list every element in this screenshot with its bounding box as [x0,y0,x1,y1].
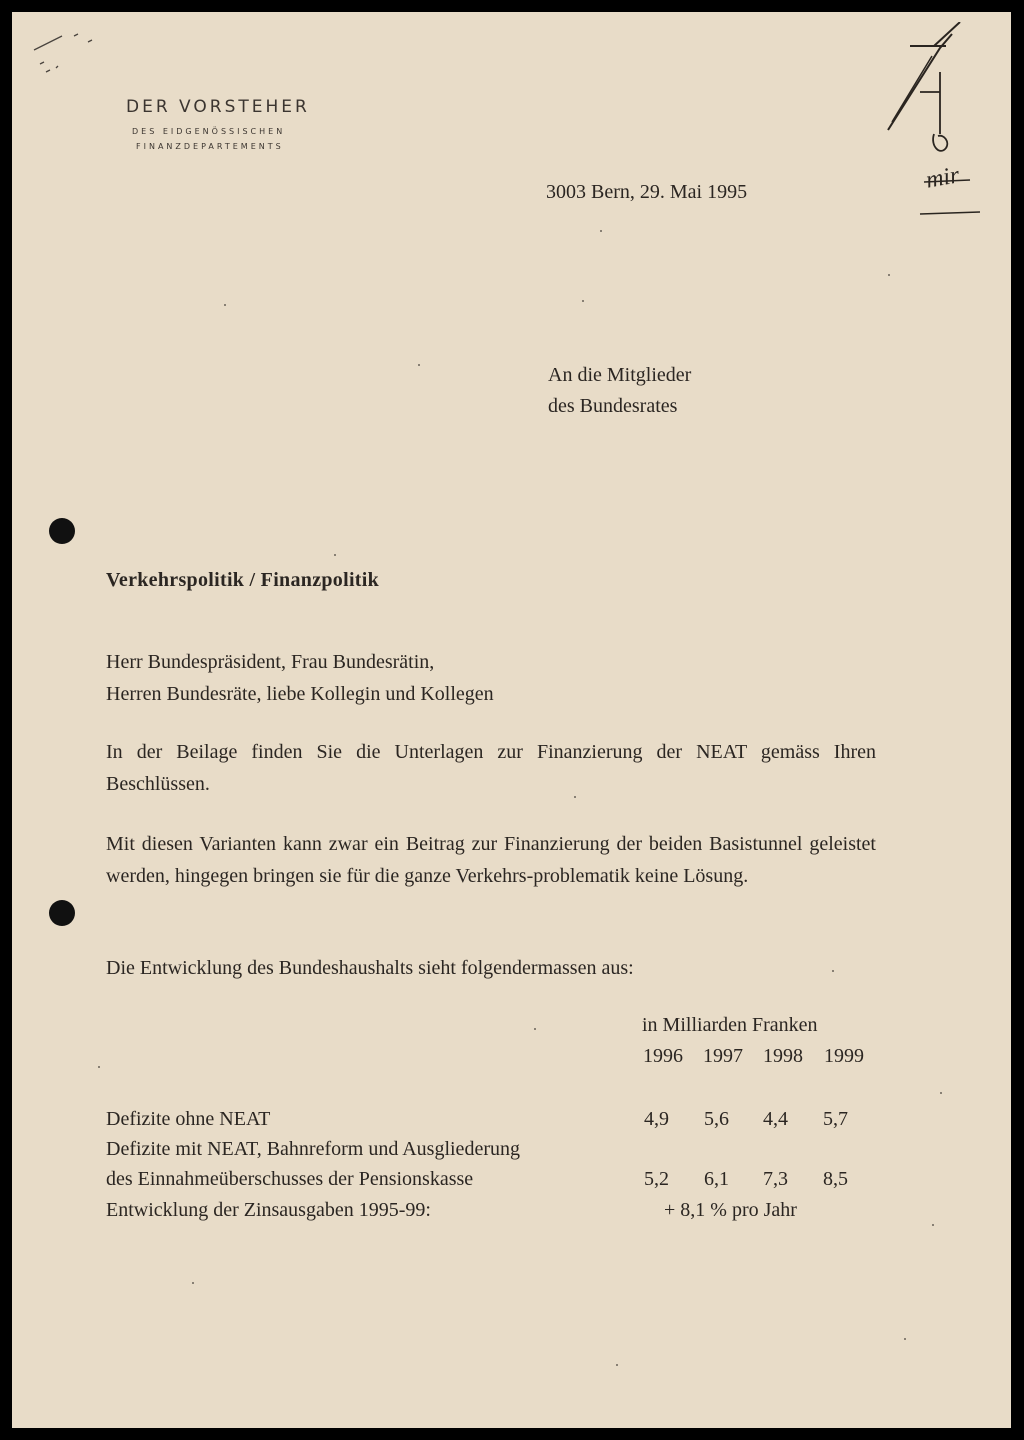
table-cell: 7,3 [763,1168,788,1190]
table-cell: 5,7 [823,1108,848,1130]
speck [224,304,226,306]
letter-page [12,12,1011,1428]
speck [534,1028,536,1030]
letterhead [126,96,310,152]
speck [940,1092,942,1094]
table-cell: 8,5 [823,1168,848,1190]
table-year: 1998 [763,1045,803,1067]
speck [334,554,336,556]
speck [616,1364,618,1366]
table-row-label: des Einnahmeüberschusses der Pensionskasse [106,1168,474,1190]
speck [832,970,834,972]
salutation-line-2: Herren Bundesräte, liebe Kollegin und Kollegen [106,683,494,705]
recipient-block [548,360,691,422]
table-cell: 4,9 [644,1108,669,1130]
speck [888,274,890,276]
speck [98,1066,100,1068]
table-row-label: Defizite ohne NEAT [106,1108,271,1130]
table-cell: 5,6 [704,1108,729,1130]
salutation [106,646,876,710]
salutation-line-1: Herr Bundespräsident, Frau Bundesrätin, [106,651,435,673]
table-year: 1997 [703,1045,743,1067]
recipient-line-1: An die Mitglieder [548,364,692,386]
punch-hole-bottom [49,900,75,926]
speck [574,796,576,798]
letter-subject: Verkehrspolitik / Finanzpolitik [106,569,380,591]
speck [192,1282,194,1284]
paragraph-3: Die Entwicklung des Bundeshaushalts sieht folgendermassen aus: [106,957,634,979]
table-row-label: Entwicklung der Zinsausgaben 1995-99: [106,1199,431,1221]
letterhead-line-1: DES EIDGENÖSSISCHEN [132,127,286,136]
table-unit: in Milliarden Franken [642,1014,818,1036]
speck [932,1224,934,1226]
recipient-line-2: des Bundesrates [548,395,678,417]
pencil-mark [32,28,112,88]
table-row-label: Defizite mit NEAT, Bahnreform und Ausgliederung [106,1138,520,1160]
table-year: 1996 [643,1045,683,1067]
letterhead-line-2: FINANZDEPARTEMENTS [136,142,284,151]
table-cell: 5,2 [644,1168,669,1190]
table-cell: 6,1 [704,1168,729,1190]
letterhead-title: DER VORSTEHER [126,97,310,117]
paragraph-1: In der Beilage finden Sie die Unterlagen zur Finanzierung der NEAT gemäss Ihren Beschlüssen. [106,741,876,795]
table-year: 1999 [824,1045,864,1067]
speck [418,364,420,366]
letter-date: 3003 Bern, 29. Mai 1995 [546,181,748,203]
punch-hole-top [49,518,75,544]
speck [904,1338,906,1340]
speck [600,230,602,232]
table-summary: + 8,1 % pro Jahr [664,1199,797,1221]
paragraph-2: Mit diesen Varianten kann zwar ein Beitrag zur Finanzierung der beiden Basistunnel geleistet werden, hingegen bringen sie für die ganze Verkehrs-problematik keine Lösung. [106,833,876,887]
handwritten-initials: mir [923,162,962,194]
speck [582,300,584,302]
table-cell: 4,4 [763,1108,788,1130]
